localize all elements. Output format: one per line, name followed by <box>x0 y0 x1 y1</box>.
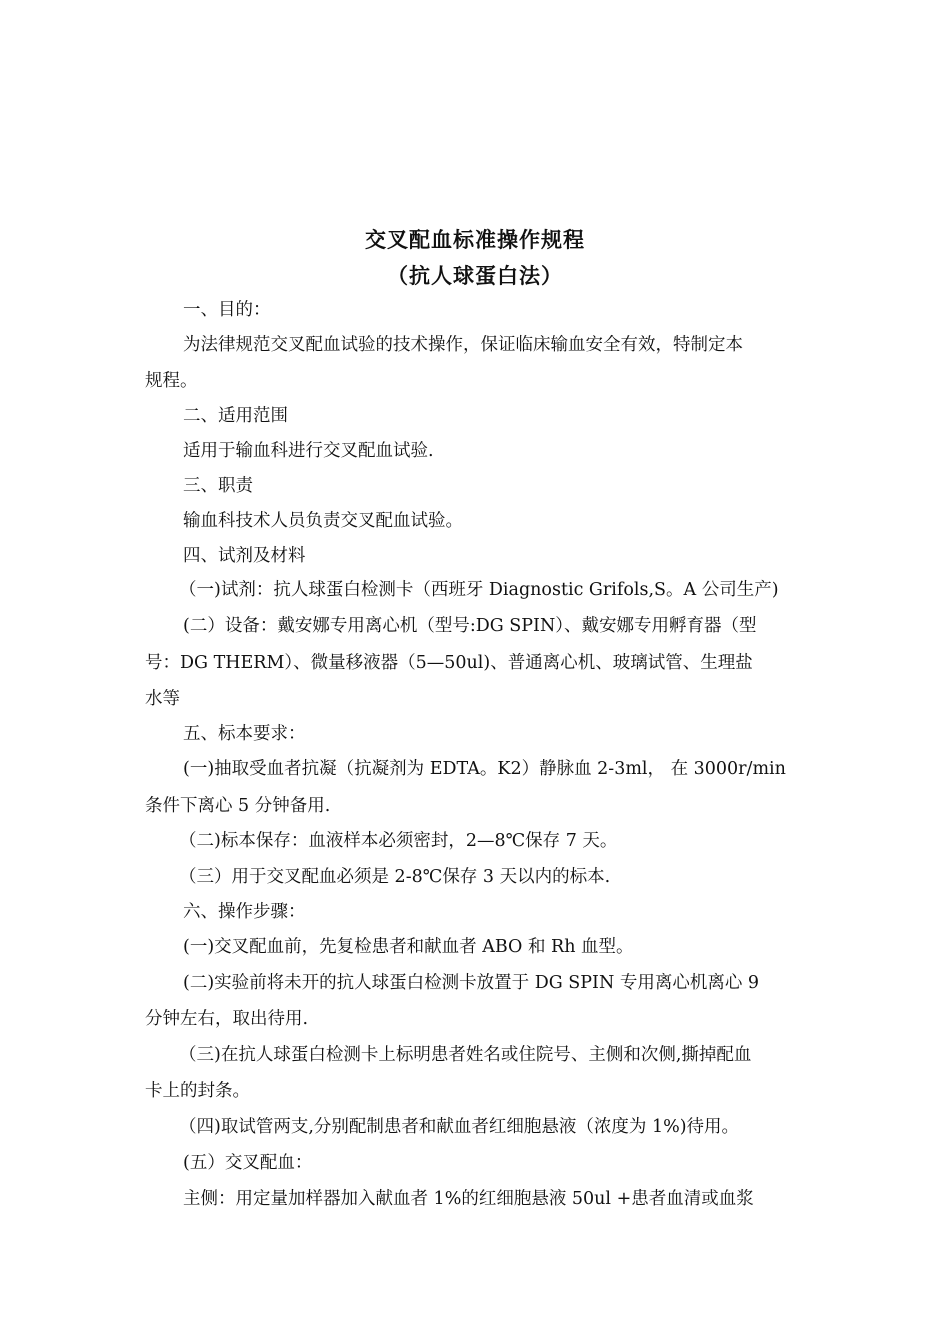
paragraph-line: 规程。 <box>145 371 198 391</box>
paragraph-line: （三)在抗人球蛋白检测卡上标明患者姓名或住院号、主侧和次侧,撕掉配血 <box>179 1045 752 1065</box>
paragraph-line: 为法律规范交叉配血试验的技术操作，保证临床输血安全有效，特制定本 <box>183 335 743 355</box>
document-title: 交叉配血标准操作规程 <box>365 228 585 252</box>
section-heading-specimen: 五、标本要求： <box>183 724 306 744</box>
document-subtitle: （抗人球蛋白法） <box>387 264 563 288</box>
paragraph-line: (五）交叉配血： <box>183 1153 313 1173</box>
paragraph-line: （二)标本保存：血液样本必须密封，2—8℃保存 7 天。 <box>179 831 618 851</box>
paragraph-line: (二）设备：戴安娜专用离心机（型号:DG SPIN）、戴安娜专用孵育器（型 <box>183 616 757 636</box>
paragraph-line: 输血科技术人员负责交叉配血试验。 <box>183 511 463 531</box>
paragraph-line: （一)试剂：抗人球蛋白检测卡（西班牙 Diagnostic Grifols,S。A 公司生产) <box>179 580 779 600</box>
paragraph-line: 主侧：用定量加样器加入献血者 1%的红细胞悬液 50ul +患者血清或血浆 <box>183 1189 754 1209</box>
paragraph-line: 卡上的封条。 <box>145 1081 250 1101</box>
paragraph-line: 条件下离心 5 分钟备用. <box>145 796 331 816</box>
section-heading-purpose: 一、目的： <box>183 300 271 320</box>
section-heading-scope: 二、适用范围 <box>183 406 288 426</box>
paragraph-line: (一)抽取受血者抗凝（抗凝剂为 EDTA。K2）静脉血 2-3ml， 在 3000r/min <box>183 759 786 779</box>
paragraph-line: 号：DG THERM）、微量移液器（5—50ul)、普通离心机、玻璃试管、生理盐 <box>145 653 753 673</box>
section-heading-procedure: 六、操作步骤： <box>183 902 306 922</box>
paragraph-line: （四)取试管两支,分别配制患者和献血者红细胞悬液（浓度为 1%)待用。 <box>179 1117 740 1137</box>
section-heading-duties: 三、职责 <box>183 476 253 496</box>
paragraph-line: 适用于输血科进行交叉配血试验. <box>183 441 434 461</box>
paragraph-line: （三）用于交叉配血必须是 2-8℃保存 3 天以内的标本. <box>179 867 611 887</box>
paragraph-line: (一)交叉配血前，先复检患者和献血者 ABO 和 Rh 血型。 <box>183 937 634 957</box>
paragraph-line: (二)实验前将未开的抗人球蛋白检测卡放置于 DG SPIN 专用离心机离心 9 <box>183 973 760 993</box>
section-heading-materials: 四、试剂及材料 <box>183 546 306 566</box>
paragraph-line: 分钟左右，取出待用. <box>145 1009 309 1029</box>
paragraph-line: 水等 <box>145 689 180 709</box>
